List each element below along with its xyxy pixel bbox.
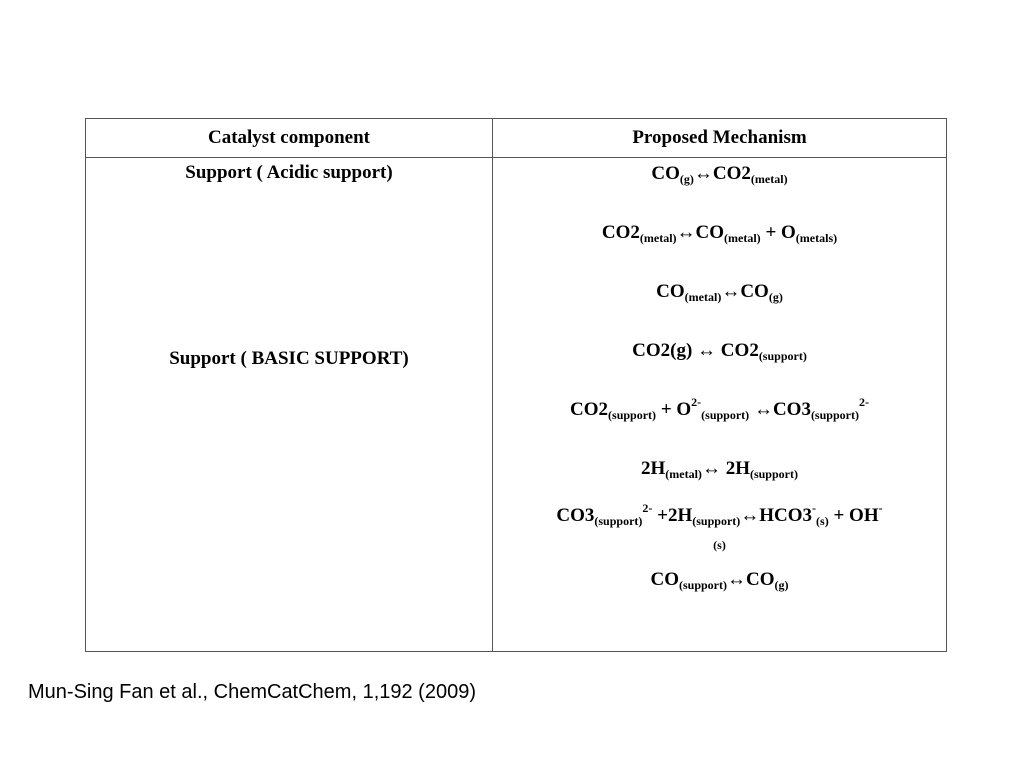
equation-6-part: 2H — [641, 458, 666, 479]
equation-7-part: 3 — [584, 505, 595, 526]
equation-7-part: (s) — [713, 538, 726, 552]
equation-5-part: + O — [656, 399, 692, 420]
equation-3-part: CO — [656, 281, 685, 302]
equation-7-part: (support) — [692, 514, 741, 528]
equation-4-part: (support) — [758, 349, 807, 363]
equation-5-part: ↔CO — [749, 399, 802, 420]
header-catalyst-component: Catalyst component — [86, 119, 493, 158]
equation-4 — [493, 337, 946, 396]
equation-7-part: (s) — [816, 514, 829, 528]
equation-8-part: (support) — [678, 578, 727, 592]
label-basic-support: Support ( BASIC SUPPORT) — [169, 348, 409, 369]
equation-3-part: (metal) — [684, 290, 722, 304]
equation-7-part: - — [812, 501, 817, 515]
equation-3 — [493, 278, 946, 337]
equation-1-part: ↔CO — [693, 163, 742, 184]
equation-7-part: (support) — [594, 514, 643, 528]
equation-7-part: 2- — [642, 501, 653, 515]
equation-8 — [493, 566, 946, 625]
equation-5-part: 2- — [858, 395, 869, 409]
catalyst-component-cell — [86, 158, 493, 652]
equation-list — [493, 158, 946, 625]
header-proposed-mechanism: Proposed Mechanism — [493, 119, 947, 158]
equation-1-part: CO — [651, 163, 680, 184]
equation-5 — [493, 396, 946, 455]
equation-7-part: 3 — [802, 505, 813, 526]
equation-3-part: ↔CO — [721, 281, 769, 302]
equation-6 — [493, 455, 946, 504]
equation-2-part: (metal) — [724, 231, 761, 245]
equation-1-part: 2 — [741, 163, 751, 184]
equation-6-part: (metal) — [665, 467, 702, 481]
equation-4-part: 2 — [749, 340, 759, 361]
equation-2-part: 2 — [630, 222, 640, 243]
equation-4-part: CO — [632, 340, 661, 361]
equation-2-part: CO — [601, 222, 631, 243]
equation-3-part: (g) — [768, 290, 783, 304]
equation-1-part: (g) — [679, 172, 694, 186]
equation-8-part: CO — [650, 569, 679, 590]
equation-7-part: + OH — [828, 505, 879, 526]
equation-7-part: +2H — [652, 505, 693, 526]
equation-5-part: (support) — [608, 408, 657, 422]
equation-5-part: (support) — [810, 408, 859, 422]
citation: Mun-Sing Fan et al., ChemCatChem, 1,192 (2009) — [28, 681, 476, 703]
equation-5-part: (support) — [701, 408, 750, 422]
equation-2-part: ↔CO — [676, 222, 725, 243]
equation-2-part: (metals) — [795, 231, 838, 245]
equation-1-part: (metal) — [750, 172, 788, 186]
equation-6-part: (support) — [749, 467, 798, 481]
equation-5-part: 3 — [801, 399, 811, 420]
equation-6-part: ↔ 2H — [701, 458, 750, 479]
equation-8-part: (g) — [774, 578, 789, 592]
equation-2-part: (metal) — [639, 231, 677, 245]
equation-2-part: + O — [760, 222, 796, 243]
equation-4-part: (g) ↔ CO — [670, 340, 750, 361]
table-header-row — [86, 119, 947, 158]
equation-5-part: 2 — [598, 399, 609, 420]
equation-7-part: - — [878, 501, 883, 515]
mechanism-cell — [493, 158, 947, 652]
label-acidic-support: Support ( Acidic support) — [185, 162, 393, 183]
mechanism-table — [85, 118, 947, 652]
equation-7-part: CO — [556, 505, 585, 526]
equation-5-part: CO — [570, 399, 599, 420]
equation-4-part: 2 — [660, 340, 671, 361]
equation-5-part: 2- — [691, 395, 702, 409]
equation-2 — [493, 219, 946, 278]
table-row — [86, 158, 947, 652]
equation-7-part: ↔HCO — [740, 505, 803, 526]
equation-1 — [493, 160, 946, 219]
equation-8-part: ↔CO — [727, 569, 775, 590]
equation-7 — [493, 501, 946, 566]
